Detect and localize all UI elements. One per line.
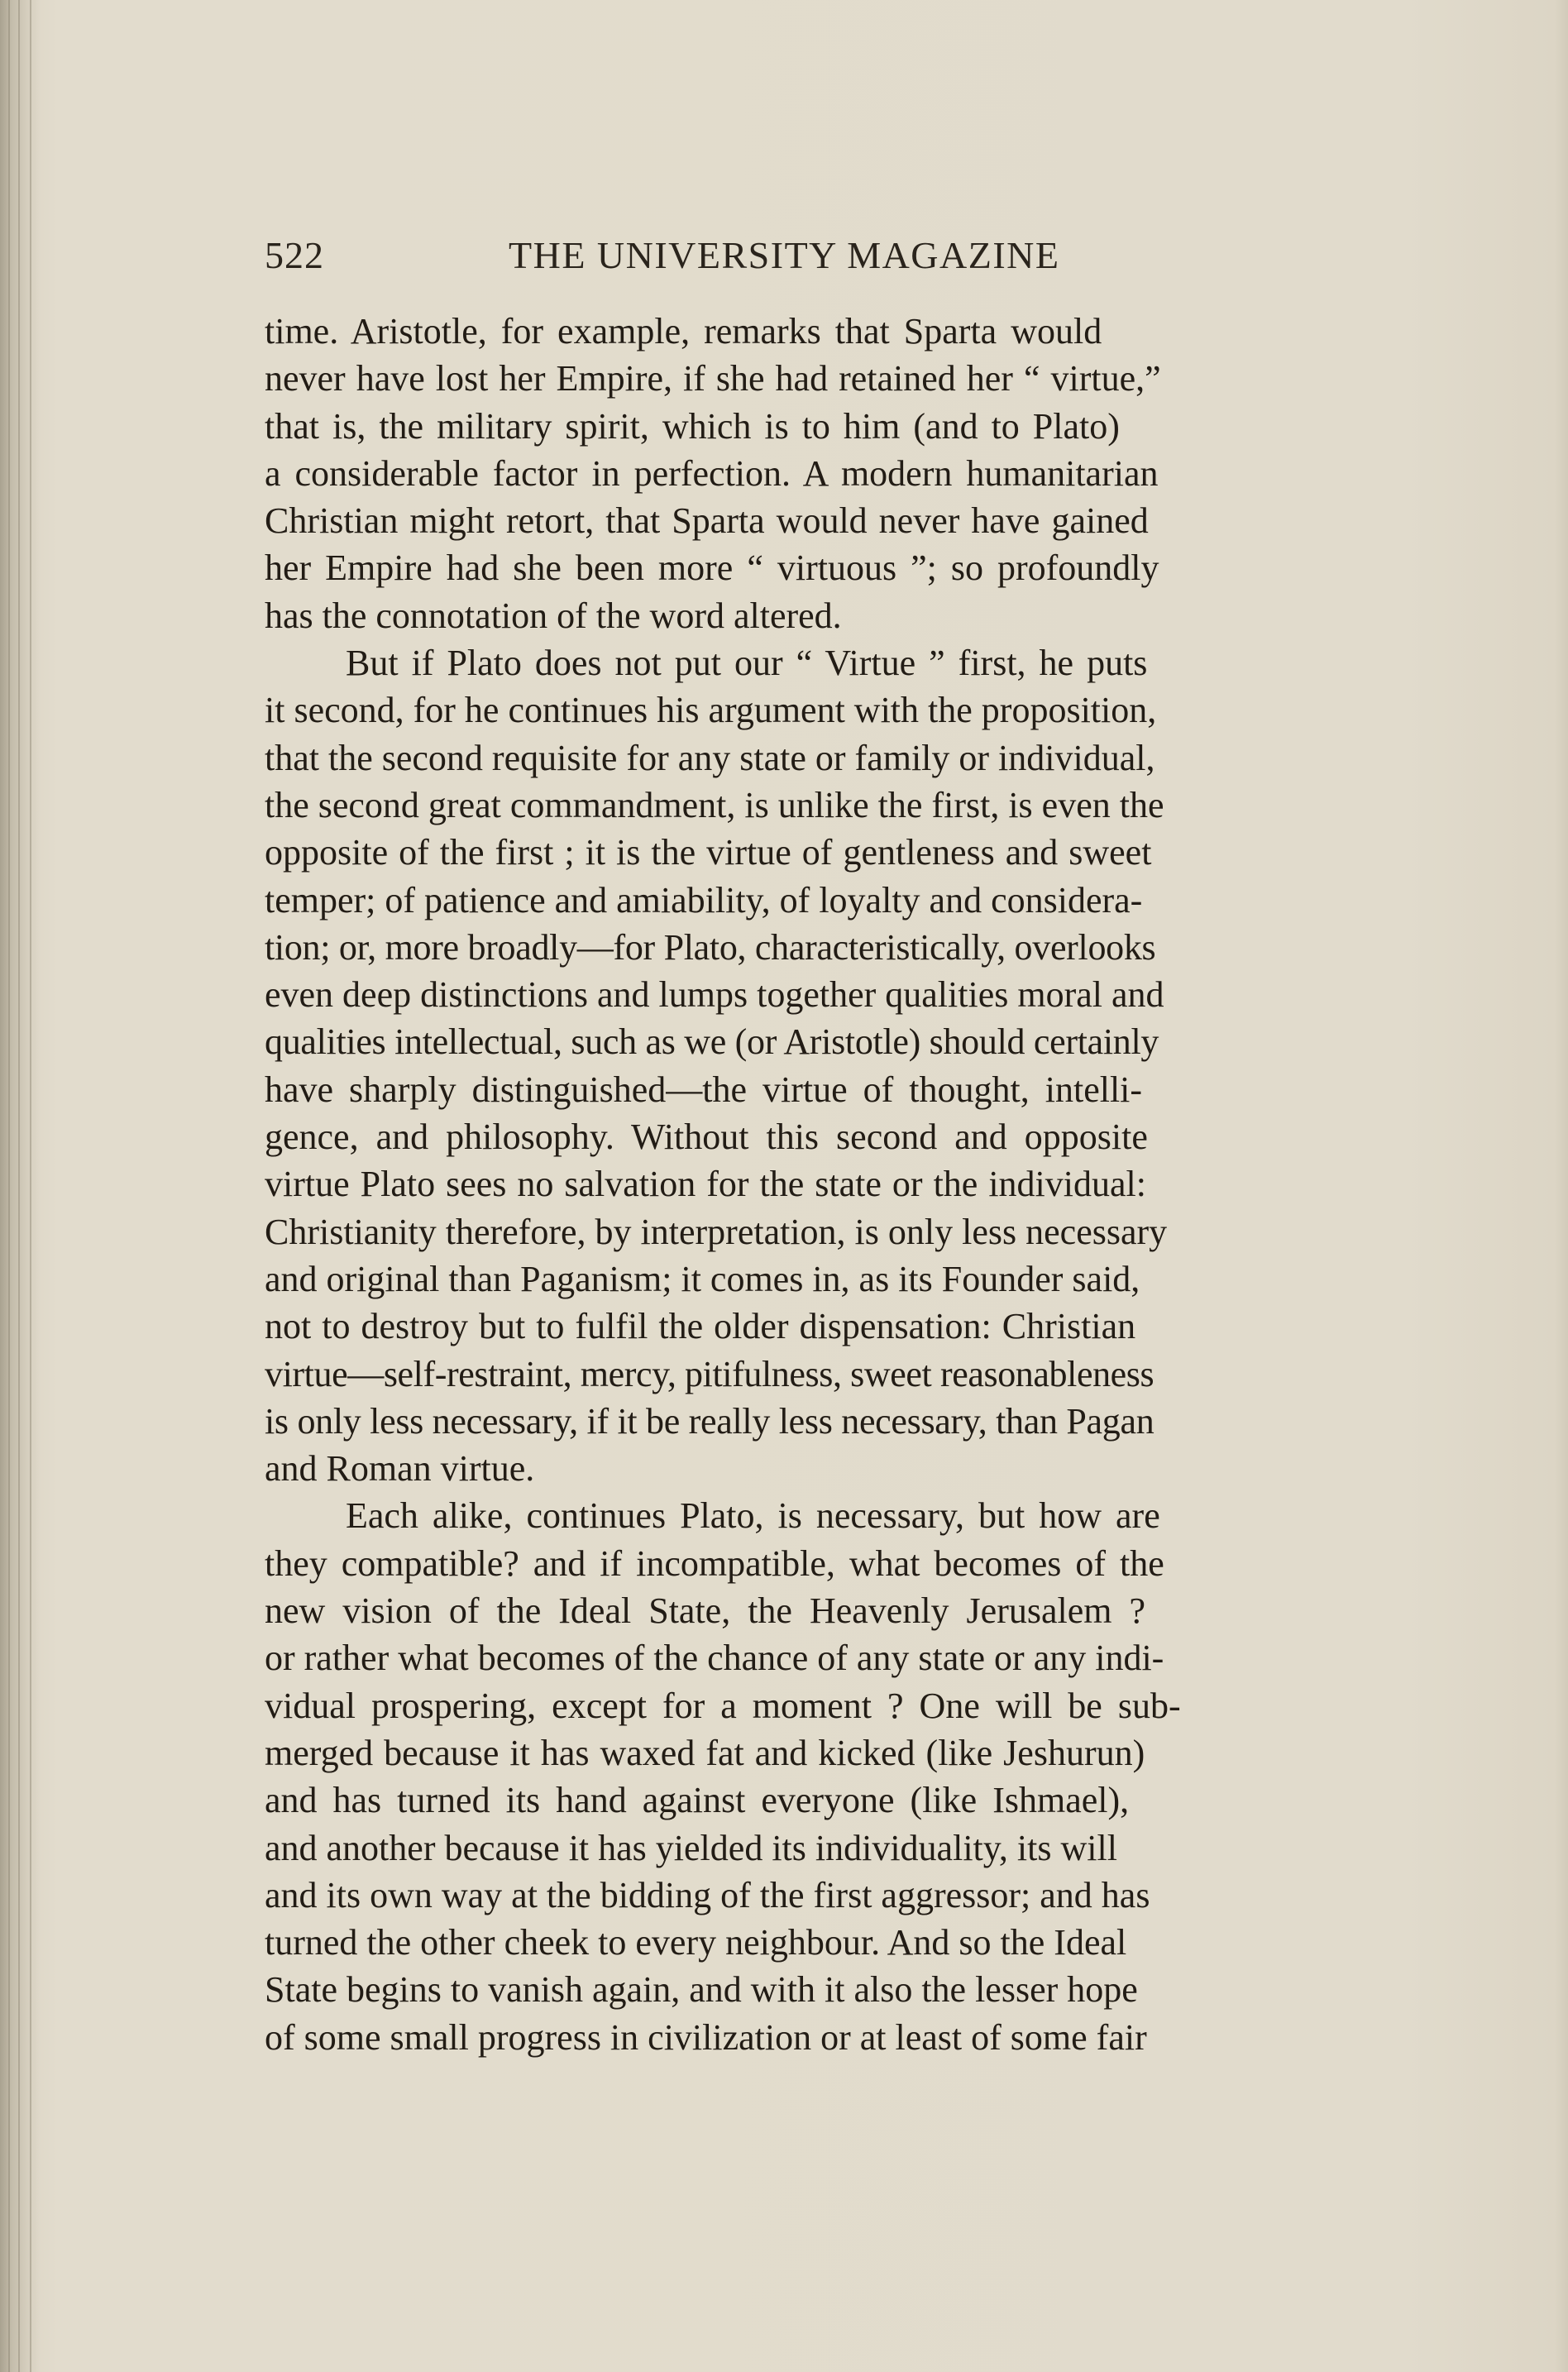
text-line: and Roman virtue. [265,1448,535,1490]
gutter-edge-line [30,0,31,2372]
text-line: and another because it has yielded its individuality, its will [265,1827,1117,1868]
text-line: turned the other cheek to every neighbour. And so the Ideal [265,1922,1127,1963]
page-number: 522 [265,234,324,276]
text-line: qualities intellectual, such as we (or Aristotle) should certainly [265,1021,1159,1063]
text-line: tion; or, more broadly—for Plato, characteristically, overlooks [265,926,1156,968]
text-line: and its own way at the bidding of the first aggressor; and has [265,1874,1150,1915]
text-line: not to destroy but to fulfil the older dispensation: Christian [265,1306,1136,1347]
gutter-edge-line [18,0,20,2372]
text-line: time. Aristotle, for example, remarks that Sparta would [265,311,1102,351]
text-line: temper; of patience and amiability, of loyalty and considera- [265,879,1143,921]
text-line: a considerable factor in perfection. A modern humanitarian [265,452,1159,494]
text-line: never have lost her Empire, if she had retained her “ virtue,” [265,358,1161,399]
text-line: that is, the military spirit, which is to him (and to Plato) [265,405,1120,447]
running-title: THE UNIVERSITY MAGAZINE [509,234,1060,276]
paragraph-first-line: Each alike, continues Plato, is necessary, but how are [346,1495,1160,1537]
text-line: vidual prospering, except for a moment ? One will be sub- [265,1685,1181,1726]
text-line: new vision of the Ideal State, the Heavenly Jerusalem ? [265,1590,1146,1632]
text-line: Christian might retort, that Sparta would never have gained [265,500,1149,542]
text-line: of some small progress in civilization or at least of some fair [265,2016,1147,2058]
running-head [265,228,1422,286]
text-line: it second, for he continues his argument with the proposition, [265,690,1157,731]
body-text [265,308,1406,2061]
text-line: is only less necessary, if it be really less necessary, than Pagan [265,1400,1154,1442]
text-line: the second great commandment, is unlike the first, is even the [265,784,1164,825]
text-line: they compatible? and if incompatible, what becomes of the [265,1542,1164,1584]
text-line: merged because it has waxed fat and kicked (like Jeshurun) [265,1732,1145,1773]
text-line: gence, and philosophy. Without this second and opposite [265,1117,1148,1158]
paragraph-first-line: But if Plato does not put our “ Virtue ” first, he puts [346,643,1148,684]
text-line: even deep distinctions and lumps together qualities moral and [265,974,1164,1016]
text-line: or rather what becomes of the chance of any state or any indi- [265,1638,1164,1679]
text-line: Christianity therefore, by interpretation, is only less necessary [265,1211,1168,1252]
page-gutter-shadow [0,0,40,2372]
text-line: virtue Plato sees no salvation for the state or the individual: [265,1164,1146,1205]
text-line: and original than Paganism; it comes in, as its Founder said, [265,1258,1140,1299]
text-line: and has turned its hand against everyone (like Ishmael), [265,1780,1130,1821]
text-line: State begins to vanish again, and with it also the lesser hope [265,1969,1138,2011]
text-line: opposite of the first ; it is the virtue of gentleness and sweet [265,832,1152,873]
text-line: that the second requisite for any state or family or individual, [265,737,1155,778]
text-line: her Empire had she been more “ virtuous ”; so profoundly [265,548,1159,589]
text-line: virtue—self-restraint, mercy, pitifulness, sweet reasonableness [265,1353,1154,1394]
text-line: have sharply distinguished—the virtue of thought, intelli- [265,1069,1143,1110]
text-line: has the connotation of the word altered. [265,595,842,636]
gutter-edge-line [8,0,10,2372]
